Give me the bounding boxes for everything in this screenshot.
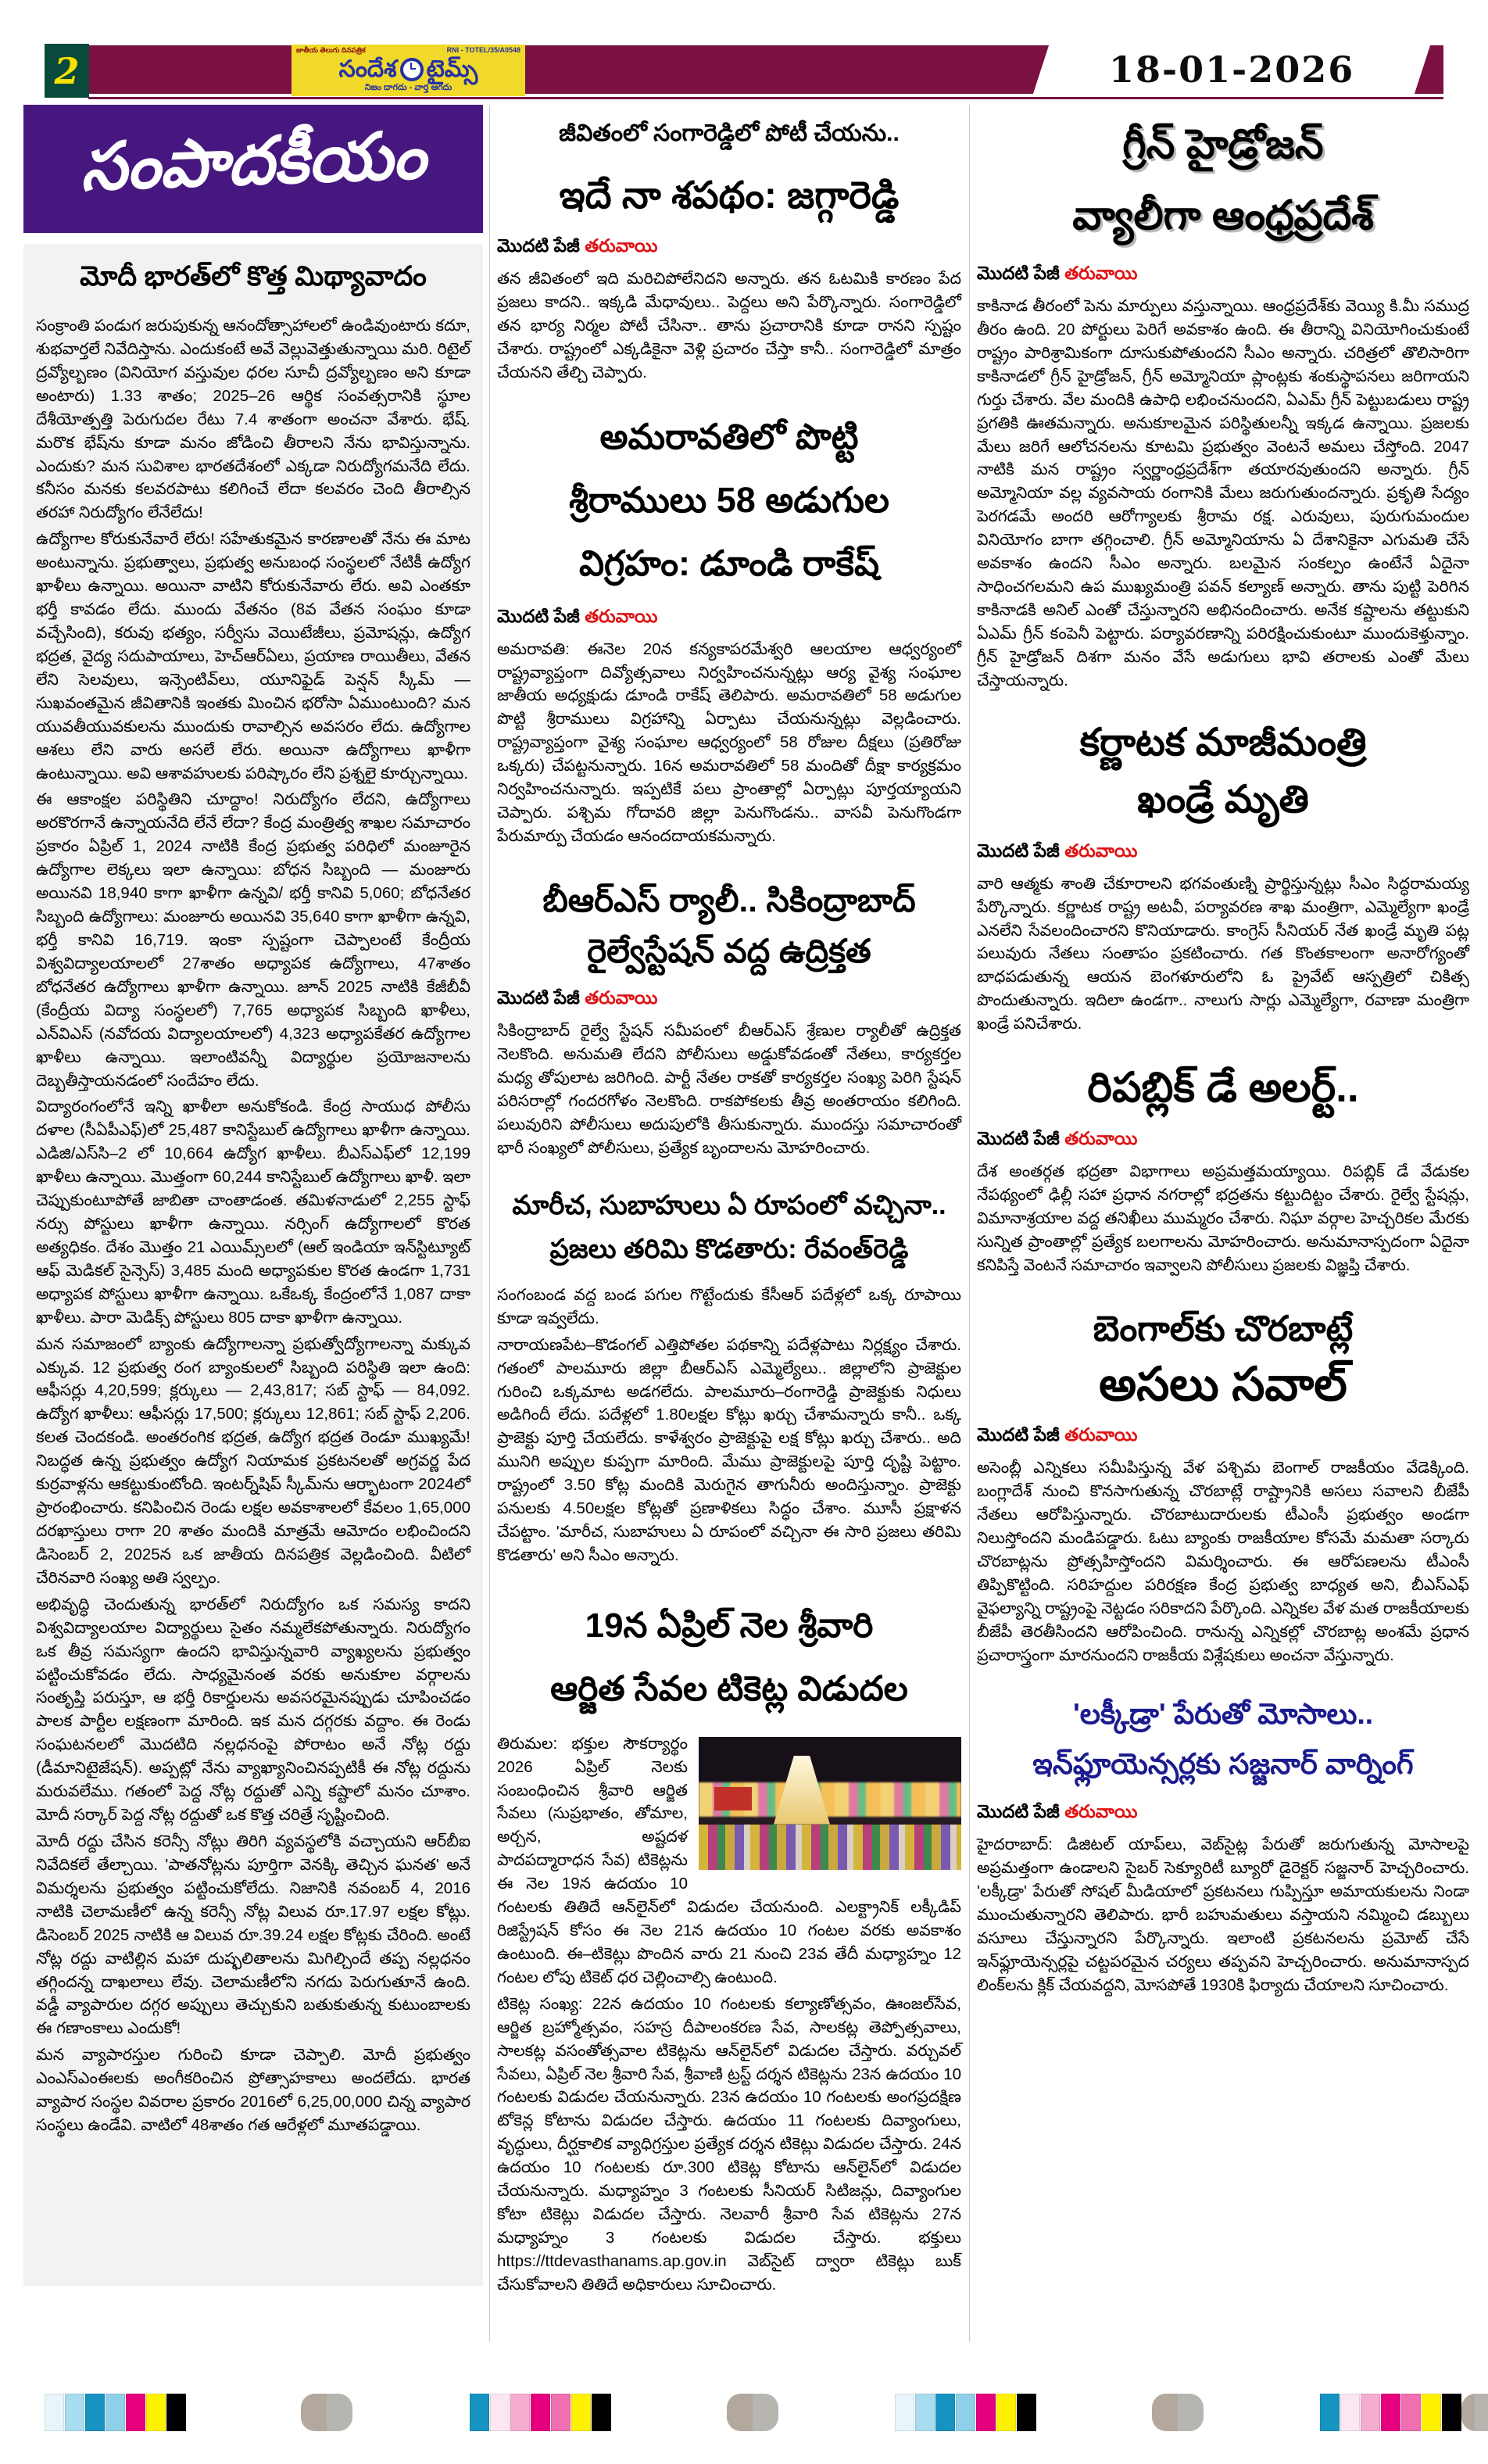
continuation-suffix: తరువాయి <box>585 235 658 256</box>
continuation-prefix: మొదటి పేజీ <box>497 987 580 1008</box>
article-brs-rally <box>497 875 961 1160</box>
body-paragraph: మోదీ రద్దు చేసిన కరెన్సీ నోట్లు తిరిగి వ్యవస్థలోకి వచ్చాయని ఆర్‌బీఐ నివేదికలే తేల్చాయి. 'పాతనోట్లను పూర్తిగా వెనక్కి తెచ్చిన ఘనత' అనే విమర్శలను ప్రభుత్వం పట్టించుకోలేదు. నిజానికి నవంబర్ 4, 2016 నాటికి చెలామణీలో ఉన్న కరెన్సీ నోట్ల విలువ రూ.17.97 లక్షల కోట్లు. డిసెంబర్ 2025 నాటికి ఆ విలువ రూ.39.24 లక్షల కోట్లకు చేరింది. అంటే నోట్ల రద్దు వాటిల్లిన మహా దుష్ఫలితాలను మిగిల్చిందే తప్ప నల్లధనం తగ్గిందన్న దాఖలాలు లేవు. చెలామణీలోని నగదు పెరుగుతూనే ఉంది. వడ్డీ వ్యాపారుల దగ్గర అప్పులు తెచ్చుకుని బతుకుతున్న కుటుంబాలకు ఈ గణాంకాలు ఎందుకో! <box>36 1832 470 2038</box>
headline-line: 'లక్కీడ్రా' పేరుతో మోసాలు.. <box>1072 1697 1374 1730</box>
headline-line: ఇన్‌ఫ్లూయెన్సర్లకు సజ్జనార్ వార్నింగ్ <box>1032 1748 1414 1781</box>
article-headline <box>977 1302 1469 1414</box>
color-swatch <box>106 2394 125 2431</box>
article-kicker: జీవితంలో సంగారెడ్డిలో పోటీ చేయను.. <box>559 120 900 146</box>
article-body <box>497 1284 961 1567</box>
article-body <box>497 638 961 848</box>
red-structure <box>714 1787 752 1810</box>
editorial-label: సంపాదకీయం <box>79 116 427 206</box>
headline-line: గ్రీన్ హైడ్రోజన్ <box>1122 122 1324 167</box>
gray-registration-pill <box>727 2394 778 2431</box>
color-swatch <box>1340 2394 1360 2431</box>
article-headline <box>977 1059 1469 1117</box>
column-rule <box>489 105 490 2342</box>
continuation-prefix: మొదటి పేజీ <box>977 1424 1060 1445</box>
page-number-box <box>45 44 89 98</box>
color-swatch <box>1361 2394 1380 2431</box>
continuation-suffix: తరువాయి <box>1064 1128 1138 1149</box>
article-ttd-tickets <box>497 1594 961 2297</box>
body-paragraph: అసెంబ్లీ ఎన్నికలు సమీపిస్తున్న వేళ పశ్చిమ బెంగాల్ రాజకీయం వేడెక్కింది. బంగ్లాదేశ్ నుంచి కొనసాగుతున్న చొరబాట్లే రాష్ట్రానికి అసలు సవాలని బీజేపీ నేతలు ఆరోపిస్తున్నారు. చొరబాటుదారులకు టీఎంసీ ప్రభుత్వం అండగా నిలుస్తోందని మండిపడ్డారు. ఓటు బ్యాంకు రాజకీయాల కోసమే మమతా సర్కారు చొరబాట్లను ప్రోత్సహిస్తోందని విమర్శించారు. ఈ ఆరోపణలను టీఎంసీ తిప్పికొట్టింది. సరిహద్దుల పరిరక్షణ కేంద్ర ప్రభుత్వ బాధ్యత అని, బీఎస్ఎఫ్ వైఫల్యాన్ని రాష్ట్రంపై నెట్టడం సరికాదని పేర్కొంది. ఎన్నికల వేళ మత రాజకీయాలకు బీజేపీ తెరతీసిందని ఆరోపించింది. రానున్న ఎన్నికల్లో చొరబాట్ల అంశమే ప్రధాన ప్రచారాస్త్రంగా మారనుందని రాజకీయ విశ్లేషకులు అంచనా వేస్తున్నారు. <box>977 1459 1469 1664</box>
body-paragraph: ఉద్యోగాల కోరుకునేవారే లేరు! సహేతుకమైన కారణాలతో నేను ఈ మాట అంటున్నాను. ప్రభుత్వాలు, ప్రభుత్వ అనుబంధ సంస్థలలో నేటికీ ఉద్యోగ ఖాళీలు ఉన్నాయి. అయినా వాటిని కోరుకునేవారు లేరు. అవి ఎంతకూ భర్తీ కావడం లేదు. ముందు వేతనం (8వ వేతన సంఘం కూడా వచ్చేసింది), కరువు భత్యం, సర్వీసు వెయిటేజీలు, ప్రమోషన్లు, ఉద్యోగ భద్రత, వైద్య సదుపాయాలు, హెచ్ఆర్ఏలు, ప్రయాణ రాయితీలు, వేతన లేని సెలవులు, ఇన్సెంటివ్‌లు, యూనిఫైడ్ పెన్షన్ స్కీమ్ — సుఖవంతమైన జీవితానికి ఇంతకు మించిన భరోసా ఏముంటుంది? మన యువతీయువకులను ముందుకు రావాల్సిన అవసరం లేదు. ఉద్యోగాల ఆశలు లేని వారు అసలే లేరు. అయినా ఉద్యోగాలు ఖాళీగా ఉంటున్నాయి. అవి ఆశావహులకు పరిష్కారం లేని ప్రశ్నలై కూర్చున్నాయి. <box>36 530 470 783</box>
color-swatch <box>126 2394 145 2431</box>
headline-line: కర్ణాటక మాజీమంత్రి <box>1079 721 1367 764</box>
body-paragraph: అభివృద్ధి చెందుతున్న భారత్‌లో నిరుద్యోగం ఒక సమస్య కాదని విశ్వవిద్యాలయాల విద్యార్థులు సైతం నమ్మలేకపోతున్నారు. నిరుద్యోగం ఒక తీవ్ర సమస్యగా ఉందని భావిస్తున్నవారి వ్యాఖ్యలను ప్రభుత్వం పట్టించుకోవడం లేదు. సాధ్యమైనంత వరకు అనుకూల వర్గాలను సంతృప్తి పరుస్తూ, ఆ భర్తీ రికార్డులను అవసరమైనప్పుడు చూపించడం పాలక పార్టీల లక్షణంగా మారింది. ఇక మన దగ్గరకు వద్దాం. ఈ రెండు సంఘటనలలో మొదటిది నల్లధనంపై పోరాటం అనే నోట్ల రద్దు (డీమానిటైజేషన్). అప్పట్లో నేను వ్యాఖ్యానించినప్పటికీ ఈ నోట్ల రద్దును మరువలేము. గతంలో పెద్ద నోట్ల రద్దుతో ఎన్ని కష్టాలో మనం చూశాం. మోదీ సర్కార్ పెద్ద నోట్ల రద్దుతో ఒక కొత్త చరిత్రే సృష్టించింది. <box>36 1595 470 1825</box>
color-bar <box>470 2394 611 2431</box>
color-swatch <box>45 2394 64 2431</box>
continuation-marker <box>497 606 961 632</box>
continuation-prefix: మొదటి పేజీ <box>497 235 580 256</box>
masthead <box>292 45 525 96</box>
continuation-suffix: తరువాయి <box>585 605 658 626</box>
color-swatch <box>531 2394 550 2431</box>
headline-line: అసలు సవాల్ <box>1099 1358 1347 1411</box>
color-swatch <box>1442 2394 1461 2431</box>
body-paragraph: టికెట్ల సంఖ్య: 22న ఉదయం 10 గంటలకు కల్యాణోత్సవం, ఊంజల్‌సేవ, ఆర్జిత బ్రహ్మోత్సవం, సహస్ర దీపాలంకరణ సేవ, సాలకట్ల తెప్పోత్సవాలు, సాలకట్ల వసంతోత్సవాల టికెట్లను ఆన్‌లైన్‌లో విడుదల చేస్తారు. వర్చువల్ సేవలు, ఏప్రిల్ నెల శ్రీవారి సేవ, శ్రీవాణి ట్రస్ట్ దర్శన టికెట్లను 23న ఉదయం 10 గంటలకు విడుదల చేయనున్నారు. 23న ఉదయం 10 గంటలకు అంగప్రదక్షిణ టోకెన్ల కోటాను విడుదల చేస్తారు. ఉదయం 11 గంటలకు దివ్యాంగులు, వృద్ధులు, దీర్ఘకాలిక వ్యాధిగ్రస్తుల ప్రత్యేక దర్శన టికెట్లు విడుదల చేస్తారు. 24న ఉదయం 10 గంటలకు రూ.300 టికెట్ల కోటాను ఆన్‌లైన్‌లో విడుదల చేయనున్నారు. మధ్యాహ్నం 3 గంటలకు సీనియర్ సిటిజన్లు, దివ్యాంగుల కోటా టికెట్లు విడుదల చేస్తారు. నెలవారీ శ్రీవారి సేవ టికెట్లను 27న మధ్యాహ్నం 3 గంటలకు విడుదల చేస్తారు. భక్తులు https://ttdevasthanams.ap.gov.in వెబ్‌సైట్ ద్వారా టికెట్లు బుక్ చేసుకోవాలని తితిదే అధికారులు సూచించారు. <box>497 1994 961 2294</box>
body-paragraph: దేశ అంతర్గత భద్రతా విభాగాలు అప్రమత్తమయ్యాయి. రిపబ్లిక్ డే వేడుకల నేపథ్యంలో ఢిల్లీ సహా ప్రధాన నగరాల్లో భద్రతను కట్టుదిట్టం చేశారు. రైల్వే స్టేషన్లు, విమానాశ్రయాల వద్ద తనిఖీలు ముమ్మరం చేశారు. నిఘా వర్గాల హెచ్చరికల మేరకు సున్నిత ప్రాంతాల్లో ప్రత్యేక బలగాలను మోహరించారు. అనుమానాస్పదంగా ఏదైనా కనిపిస్తే వెంటనే సమాచారం ఇవ్వాలని పోలీసులు ప్రజలకు విజ్ఞప్తి చేశారు. <box>977 1162 1469 1274</box>
headline-line: 19న ఏప్రిల్ నెల శ్రీవారి <box>585 1606 874 1645</box>
color-swatch <box>166 2394 186 2431</box>
article-body <box>497 267 961 385</box>
headline-line: రిపబ్లిక్ డే అలర్ట్.. <box>1087 1065 1359 1112</box>
continuation-suffix: తరువాయి <box>1064 263 1138 283</box>
masthead-tagline-bottom: నిజం దాగదు - వార్త ఆగదు <box>364 83 452 92</box>
color-bar <box>895 2394 1036 2431</box>
headline-line: వ్యాలీగా ఆంధ్రప్రదేశ్ <box>1072 193 1374 238</box>
body-paragraph: అమరావతి: ఈనెల 20న కన్యకాపరమేశ్వరి ఆలయాల ఆధ్వర్యంలో రాష్ట్రవ్యాప్తంగా దివ్యోత్సవాలు నిర్వహించనున్నట్లు ఆర్య వైశ్య సంఘాల జాతీయ అధ్యక్షుడు డూండి రాకేష్ తెలిపారు. అమరావతిలో 58 అడుగుల పొట్టి శ్రీరాములు విగ్రహాన్ని ఏర్పాటు చేయనున్నట్లు వెల్లడించారు. రాష్ట్రవ్యాప్తంగా వైశ్య సంఘాల ఆధ్వర్యంలో 58 రోజుల దీక్షలు (ప్రతిరోజు ఒక్కరు) చేపట్టనున్నారు. 16న అమరావతిలో 58 మందితో దీక్షా కార్యక్రమం నిర్వహించనున్నారు. ఇప్పటికే పలు ప్రాంతాల్లో ఏర్పాట్లు పూర్తయ్యాయని చెప్పారు. పశ్చిమ గోదావరి జిల్లా పెనుగొండను.. వాసవీ పెనుగొండగా పేరుమార్పు చేయడం ఆనందదాయకమన్నారు. <box>497 639 961 845</box>
article-headline <box>977 1689 1469 1791</box>
article-headline <box>977 109 1469 252</box>
clock-icon <box>400 58 424 81</box>
article-jaggareddy <box>497 120 961 385</box>
continuation-marker <box>977 840 1469 866</box>
headline-line: ప్రజలు తరిమి కొడతారు: రేవంత్‌రెడ్డి <box>549 1234 909 1264</box>
headline-line: అమరావతిలో పొట్టి <box>599 416 859 457</box>
editorial-body <box>36 314 470 2137</box>
color-swatch <box>915 2394 935 2431</box>
tirumala-temple-photo <box>699 1737 961 1870</box>
article-body <box>497 1732 961 2297</box>
color-swatch <box>935 2394 955 2431</box>
body-paragraph: తన జీవితంలో ఇది మరిచిపోలేనిదని అన్నారు. తన ఓటమికి కారణం పేద ప్రజలు కాదని.. ఇక్కడి మేధావులు.. పెద్దలు అని పేర్కొన్నారు. సంగారెడ్డిలో తన భార్య నిర్మల పోటీ చేసినా.. తాను ప్రచారానికి కూడా రానని స్పష్టం చేశారు. రాష్ట్రంలో ఎక్కడికైనా వెళ్లి ప్రచారం చేస్తా కానీ.. సంగారెడ్డిలో మాత్రం చేయనని తేల్చి చెప్పారు. <box>497 270 961 381</box>
article-republic-day-alert <box>977 1059 1469 1277</box>
gray-registration-pill <box>1461 2394 1488 2431</box>
body-paragraph: మన సమాజంలో బ్యాంకు ఉద్యోగాలన్నా ప్రభుత్వోద్యోగాలన్నా మక్కువ ఎక్కువ. 12 ప్రభుత్వ రంగ బ్యాంకులలో సిబ్బంది పరిస్థితి ఇలా ఉంది: ఆఫీసర్లు 4,20,599; క్లర్కులు — 2,43,817; సబ్ స్టాఫ్ — 84,092. ఉద్యోగ ఖాళీలు: ఆఫీసర్లు 17,500; క్లర్కులు 12,861; సబ్ స్టాఫ్ 2,206. కలత చెందకండి. అంతరంగిక భద్రత, ఉద్యోగ భద్రత రెండూ ముఖ్యమే! నిబద్ధత ఉన్న ప్రభుత్వం ఉద్యోగ నియామక ప్రకటనలతో అగ్రవర్ణ పేద కుర్రవాళ్లను ఆకట్టుకుంటోంది. ఇంటర్న్‌షిప్ స్కీమ్‌ను ఆర్భాటంగా 2024లో ప్రారంభించారు. కనిపించిన రెండు లక్షల అవకాశాలలో కేవలం 1,65,000 దరఖాస్తులు రాగా 20 శాతం మందికి మాత్రమే ఆమోదం లభించిందని డిసెంబర్ 2, 2025న ఒక జాతీయ దినపత్రిక వెల్లడించింది. వీటిలో చేరినవారి సంఖ్య అతి స్వల్పం. <box>36 1334 470 1587</box>
color-swatch <box>65 2394 84 2431</box>
continuation-prefix: మొదటి పేజీ <box>977 840 1060 861</box>
header-rule <box>88 97 1443 99</box>
editorial-headline: మోదీ భారత్‌లో కొత్త మిథ్యావాదం <box>80 261 427 292</box>
body-paragraph: ఈ ఆకాంక్షల పరిస్థితిని చూద్దాం! నిరుద్యోగం లేదని, ఉద్యోగాలు అరకొరగానే ఉన్నాయనేది లేనే లేదా? కేంద్ర మంత్రిత్వ శాఖల సమాచారం ప్రకారం ఏప్రిల్ 1, 2024 నాటికి కేంద్ర ప్రభుత్వ పరిధిలో మంజూరైన ఉద్యోగాల లెక్కలు ఇలా ఉన్నాయి: బోధన సిబ్బంది — మంజూరు అయినవి 18,940 కాగా ఖాళీగా ఉన్నవి/ భర్తీ కానివి 5,060; బోధనేతర సిబ్బంది ఉద్యోగాలు: మంజూరు అయినవి 35,640 కాగా ఖాళీగా ఉన్నవి, భర్తీ కానివి 16,719. ఇంకా స్పష్టంగా చెప్పాలంటే కేంద్రీయ విశ్వవిద్యాలయాలలో 27శాతం అధ్యాపక ఉద్యోగాలు, 47శాతం బోధనేతర ఉద్యోగాలు ఖాళీగా ఉన్నాయి. జూన్ 2025 నాటికి కేజీబీవీ (కేంద్రీయ విద్యా సంస్థలలో) 7,765 అధ్యాపక సిబ్బంది ఖాళీలు, ఎన్‌విఎస్ (నవోదయ విద్యాలయాలలో) 4,323 అధ్యాపకేతర ఉద్యోగాల ఖాళీలు ఉన్నాయి. ఇలాంటివన్నీ విద్యార్థుల ప్రయోజనాలను దెబ్బతీస్తాయనడంలో సందేహం లేదు. <box>36 790 470 1090</box>
color-swatch <box>551 2394 571 2431</box>
body-paragraph: తిరుమల: భక్తుల సౌకర్యార్థం 2026 ఏప్రిల్ నెలకు సంబంధించిన శ్రీవారి ఆర్జిత సేవలు (సుప్రభాతం, తోమాల, అర్చన, అష్టదళ పాదపద్మారాధన సేవ) టికెట్లను ఈ నెల 19న ఉదయం 10 గంటలకు తితిదే ఆన్‌లైన్‌లో విడుదల చేయనుంది. ఎలక్ట్రానిక్ లక్కీడిప్ రిజిస్ట్రేషన్ కోసం ఈ నెల 21న ఉదయం 10 గంటల వరకు అవకాశం ఉంటుంది. ఈ–టికెట్లు పొందిన వారు 21 నుంచి 23వ తేదీ మధ్యాహ్నం 12 గంటల లోపు టికెట్ ధర చెల్లించాల్సి ఉంటుంది. <box>497 1734 961 1986</box>
color-swatch <box>490 2394 510 2431</box>
editorial-column <box>23 105 483 2286</box>
article-headline <box>977 714 1469 829</box>
continuation-marker <box>497 987 961 1013</box>
color-swatch <box>996 2394 1016 2431</box>
masthead-rni: RNI - TOTEL/35/A0548 <box>446 46 520 54</box>
continuation-prefix: మొదటి పేజీ <box>977 1801 1060 1822</box>
article-body <box>977 1456 1469 1667</box>
color-swatch <box>956 2394 975 2431</box>
page-number: 2 <box>54 49 80 92</box>
continuation-suffix: తరువాయి <box>585 987 658 1008</box>
masthead-tagline-top: జాతీయ తెలుగు దినపత్రిక <box>296 46 366 54</box>
color-swatch <box>470 2394 489 2431</box>
color-swatch <box>1320 2394 1340 2431</box>
continuation-marker <box>977 1128 1469 1154</box>
masthead-title-left: సందేశ <box>338 56 397 82</box>
headline-line: రైల్వేస్టేషన్ వద్ద ఉద్రిక్తత <box>587 933 871 969</box>
article-luckydraw-warning <box>977 1689 1469 1997</box>
middle-column <box>497 109 961 2300</box>
headline-line: ఆర్జిత సేవల టికెట్ల విడుదల <box>550 1670 908 1709</box>
color-swatch <box>592 2394 611 2431</box>
article-bengal-infiltration <box>977 1302 1469 1667</box>
headline-line: విగ్రహం: డూండి రాకేష్ <box>578 543 880 583</box>
article-headline <box>497 875 961 976</box>
color-swatch <box>146 2394 166 2431</box>
body-paragraph: సంగంబండ వద్ద బండ పగుల గొట్టేందుకు కేసీఆర్ పదేళ్లలో ఒక్క రూపాయి కూడా ఇవ్వలేదు. <box>497 1285 961 1327</box>
color-swatch <box>85 2394 105 2431</box>
editorial-panel <box>23 244 483 2286</box>
color-swatch <box>976 2394 996 2431</box>
continuation-marker <box>497 235 961 261</box>
article-green-hydrogen <box>977 109 1469 693</box>
article-headline <box>497 1184 961 1271</box>
article-amaravati-statue <box>497 405 961 848</box>
headline-line: శ్రీరాములు 58 అడుగుల <box>569 479 889 520</box>
printer-registration-marks <box>0 2394 1488 2433</box>
continuation-prefix: మొదటి పేజీ <box>497 605 580 626</box>
continuation-prefix: మొదటి పేజీ <box>977 1128 1060 1149</box>
body-paragraph: విద్యారంగంలోనే ఇన్ని ఖాళీలా అనుకోకండి. కేంద్ర సాయుధ పోలీసు దళాల (సీఏపీఎఫ్)లో 25,487 కానిస్టేబుల్ ఉద్యోగాలు ఖాళీగా ఉన్నాయి. ఎడిజి/ఎస్‌సి–2 లో 10,664 ఉద్యోగ ఖాళీలు. బీఎస్ఎఫ్‌లో 12,199 ఖాళీలు ఉన్నాయి. మొత్తంగా 60,244 కానిస్టేబుల్ ఉద్యోగాలు ఖాళీ. ఇలా చెప్పుకుంటూపోతే జాబితా చాంతాడంత. తమిళనాడులో 2,255 స్టాఫ్ నర్సు పోస్టులు ఖాళీగా ఉన్నాయి. నర్సింగ్ ఉద్యోగాలలో కొరత అత్యధికం. దేశం మొత్తం 21 ఎయిమ్స్‌లలో (ఆల్ ఇండియా ఇన్‌స్టిట్యూట్ ఆఫ్ మెడికల్ సైన్సెస్) 3,485 మంది అధ్యాపకుల కొరత ఉండగా 1,731 అధ్యాపక పోస్టులు ఖాళీగా ఉన్నాయి. ఒకేఒక్క కేంద్రంలోనే 1,087 దాకా ఖాళీలు. పారా మెడిక్స్ పోస్టులు 805 దాకా ఖాళీగా ఉన్నాయి. <box>36 1098 470 1327</box>
color-swatch <box>571 2394 591 2431</box>
color-bar <box>45 2394 186 2431</box>
body-paragraph: హైదరాబాద్: డిజిటల్ యాప్‌లు, వెబ్‌సైట్ల పేరుతో జరుగుతున్న మోసాలపై అప్రమత్తంగా ఉండాలని సైబర్ సెక్యూరిటీ బ్యూరో డైరెక్టర్ సజ్జనార్ హెచ్చరించారు. 'లక్కీడ్రా' పేరుతో సోషల్ మీడియాలో ప్రకటనలు గుప్పిస్తూ అమాయకులను నిండా ముంచుతున్నారని తెలిపారు. భారీ బహుమతులు వస్తాయని నమ్మించి డబ్బులు వసూలు చేస్తున్నారని పేర్కొన్నారు. ఇలాంటి ప్రకటనలను ప్రమోట్ చేసే ఇన్‌ఫ్లూయెన్సర్లపై చట్టపరమైన చర్యలు తప్పవని హెచ్చరించారు. అనుమానాస్పద లింక్‌లను క్లిక్ చేయవద్దని, మోసపోతే 1930కి ఫిర్యాదు చేయాలని సూచించారు. <box>977 1835 1469 1994</box>
article-headline <box>497 1594 961 1721</box>
color-swatch <box>895 2394 914 2431</box>
color-swatch <box>1401 2394 1421 2431</box>
gray-registration-pill <box>301 2394 352 2431</box>
article-body <box>977 1833 1469 1997</box>
masthead-title <box>296 58 520 81</box>
article-body <box>497 1019 961 1160</box>
right-column <box>977 109 1469 2000</box>
gray-registration-pill <box>1152 2394 1204 2431</box>
date-box <box>1033 45 1430 94</box>
article-body <box>977 1160 1469 1277</box>
article-khandre-death <box>977 714 1469 1036</box>
color-swatch <box>1422 2394 1441 2431</box>
article-body <box>977 872 1469 1036</box>
article-headline: ఇదే నా శపథం: జగ్గారెడ్డి <box>559 175 900 217</box>
decorated-wall <box>699 1825 961 1870</box>
body-paragraph: సికింద్రాబాద్ రైల్వే స్టేషన్ సమీపంలో బీఆర్ఎస్ శ్రేణుల ర్యాలీతో ఉద్రిక్తత నెలకొంది. అనుమతి లేదని పోలీసులు అడ్డుకోవడంతో నేతలు, కార్యకర్తల మధ్య తోపులాట జరిగింది. పార్టీ నేతల రాకతో కార్యకర్తల సంఖ్య పెరిగి స్టేషన్ పరిసరాల్లో గందరగోళం నెలకొంది. రాకపోకలకు తీవ్ర అంతరాయం కలిగింది. పలువురిని పోలీసులు అదుపులోకి తీసుకున్నారు. ముందస్తు సమాచారంతో భారీ సంఖ్యలో పోలీసులు, ప్రత్యేక బృందాలను మోహరించారు. <box>497 1022 961 1157</box>
color-swatch <box>1017 2394 1036 2431</box>
masthead-title-right: టైమ్స్ <box>426 56 478 82</box>
continuation-marker <box>977 263 1469 288</box>
body-paragraph: కాకినాడ తీరంలో పెను మార్పులు వస్తున్నాయి. ఆంధ్రప్రదేశ్‌కు వెయ్యి కి.మీ సముద్ర తీరం ఉంది. 20 పోర్టులు పెరిగే అవకాశం ఉంది. ఈ తీరాన్ని వినియోగించుకుంటే రాష్ట్రం పారిశ్రామికంగా దూసుకుపోతుందని సీఎం అన్నారు. చరిత్రలో తొలిసారిగా కాకినాడలో గ్రీన్ హైడ్రోజన్, గ్రీన్ అమ్మోనియా ప్లాంట్లకు శంకుస్థాపనలు జరిగాయని గుర్తు చేశారు. వేల మందికి ఉపాధి లభించనుందని, ఏఎమ్ గ్రీన్ పెట్టుబడులు రాష్ట్ర ప్రగతికి ఊతమన్నారు. అనుకూలమైన పరిస్థితులన్నీ ఇక్కడ ఉన్నాయి. ప్రజలకు మేలు జరిగే ఆలోచనలను కూటమి ప్రభుత్వం వెంటనే అమలు చేస్తోంది. 2047 నాటికి మన రాష్ట్రం స్వర్ణాంధ్రప్రదేశ్‌గా తయారవుతుందని అన్నారు. గ్రీన్ అమ్మోనియా వల్ల వ్యవసాయ రంగానికి మేలు జరుగుతుందన్నారు. ప్రకృతి సేద్యం పెరగడమే అందరి ఆరోగ్యాలకు శ్రీరామ రక్ష. ఎరువులు, పురుగుమందుల వినియోగం బాగా తగ్గించాలి. గ్రీన్ అమ్మోనియాను ఏ దేశానికైనా ఎగుమతి చేసే అవకాశం ఉందని సీఎం అన్నారు. బలమైన సంకల్పం ఉంటేనే ఏదైనా సాధించగలమని ఉప ముఖ్యమంత్రి పవన్ కల్యాణ్ అన్నారు. తాను పుట్టి పెరిగిన కాకినాడకి అనిల్ ఎంతో చేస్తున్నారని అభినందించారు. అనేక కష్టాలను తట్టుకుని ఏఎమ్ గ్రీన్ కంపెనీ పెట్టారు. పర్యావరణాన్ని పరిరక్షించుకుంటూ ముందుకెళ్తున్నాం. గ్రీన్ హైడ్రోజన్ దిశగా మనం వేసే అడుగులు భావి తరాలకు ఎంతో మేలు చేస్తాయన్నారు. <box>977 297 1469 689</box>
body-paragraph: వారి ఆత్మకు శాంతి చేకూరాలని భగవంతుణ్ని ప్రార్థిస్తున్నట్లు సీఎం సిద్ధరామయ్య పేర్కొన్నారు. కర్ణాటక రాష్ట్ర అటవీ, పర్యావరణ శాఖ మంత్రిగా, ఎమ్మెల్యేగా ఖండ్రే ఎనలేని సేవలందించారని కొనియాడారు. కాంగ్రెస్ సీనియర్ నేత ఖండ్రే మృతి పట్ల పలువురు నేతలు సంతాపం ప్రకటించారు. గత కొంతకాలంగా అనారోగ్యంతో బాధపడుతున్న ఆయన బెంగళూరులోని ఓ ప్రైవేట్ ఆస్పత్రిలో చికిత్స పొందుతున్నారు. ఇదిలా ఉండగా.. నాలుగు సార్లు ఎమ్మెల్యేగా, రవాణా మంత్రిగా ఖండ్రే పనిచేశారు. <box>977 874 1469 1033</box>
color-swatch <box>510 2394 530 2431</box>
body-paragraph: మన వ్యాపారస్తుల గురించి కూడా చెప్పాలి. మోదీ ప్రభుత్వం ఎంఎస్ఎంఈలకు అంగీకరించిన ప్రోత్సాహకాలు అందలేదు. భారత వ్యాపార సంస్థల వివరాల ప్రకారం 2016లో 6,25,00,000 చిన్న వ్యాపార సంస్థలు ఉండేవి. వాటిలో 48శాతం గత ఆరేళ్లలో మూతపడ్డాయి. <box>36 2046 470 2135</box>
body-paragraph: నారాయణపేట–కొడంగల్ ఎత్తిపోతల పథకాన్ని పదేళ్లపాటు నిర్లక్ష్యం చేశారు. గతంలో పాలమూరు జిల్లా బీఆర్ఎస్ ఎమ్మెల్యేలు.. జిల్లాలోని ప్రాజెక్టుల గురించి ఒక్కమాట అడగలేదు. పాలమూరు–రంగారెడ్డి ప్రాజెక్టుకు నిధులు అడిగిందీ లేదు. పదేళ్లలో 1.80లక్షల కోట్లు ఖర్చు చేశామన్నారు కానీ.. ఒక్క ప్రాజెక్టు పూర్తి చేయలేదు. కాళేశ్వరం ప్రాజెక్టుపై లక్ష కోట్లు ఖర్చు చేశారు.. అది మునిగి అప్పుల కుప్పగా మారింది. మేము ప్రాజెక్టులపై పూర్తి దృష్టి పెట్టాం. రాష్ట్రంలో 3.50 కోట్ల మందికి మెరుగైన తాగునీరు అందిస్తున్నాం. ప్రాజెక్టు పనులకు 4.50లక్షల కోట్లతో ప్రణాళికలు సిద్ధం చేశాం. మూసీ ప్రక్షాళన చేపట్టాం. 'మారీచ, సుబాహులు ఏ రూపంలో వచ్చినా ఈ సారి ప్రజలు తరిమి కొడతారు' అని సీఎం అన్నారు. <box>497 1335 961 1564</box>
headline-line: ఖండ్రే మృతి <box>1137 779 1309 822</box>
article-revanth-reddy <box>497 1184 961 1567</box>
headline-line: బీఆర్‌ఎస్ ర్యాలీ.. సికింద్రాబాద్ <box>542 881 916 919</box>
continuation-prefix: మొదటి పేజీ <box>977 263 1060 283</box>
article-body <box>977 295 1469 693</box>
headline-line: మారీచ, సుబాహులు ఏ రూపంలో వచ్చినా.. <box>512 1190 946 1220</box>
continuation-suffix: తరువాయి <box>1064 840 1138 861</box>
color-swatch <box>1381 2394 1400 2431</box>
continuation-suffix: తరువాయి <box>1064 1801 1138 1822</box>
continuation-marker <box>977 1801 1469 1827</box>
continuation-suffix: తరువాయి <box>1064 1424 1138 1445</box>
color-bar <box>1320 2394 1461 2431</box>
body-paragraph: సంక్రాంతి పండుగ జరుపుకున్న ఆనందోత్సాహాలలో ఉండివుంటారు కదూ, శుభవార్తలే నివేదిస్తాను. ఎందుకంటే అవే వెల్లువెత్తుతున్నాయి మరి. రిటైల్ ద్రవ్యోల్బణం (వినియోగ వస్తువుల ధరల సూచీ ద్రవ్యోల్బణం అని కూడా అంటారు) 1.33 శాతం; 2025–26 ఆర్థిక సంవత్సరానికి స్థూల దేశీయోత్పత్తి పెరుగుదల రేటు 7.4 శాతంగా అంచనా వేశారు. భేష్. మరొక భేష్‌ను కూడా మనం జోడించి తీరాలని నేను భావిస్తున్నాను. ఎందుకు? మన సువిశాల భారతదేశంలో ఎక్కడా నిరుద్యోగమనేది లేదు. కనీసం మనకు కలవరపాటు కలిగించే లేదా కలవరం చెంది తీరాల్సిన తరహా నిరుద్యోగం లేనేలేదు! <box>36 317 470 522</box>
headline-line: బెంగాల్‌కు చొరబాట్లే <box>1093 1308 1354 1348</box>
continuation-marker <box>977 1424 1469 1450</box>
article-headline <box>497 405 961 595</box>
date-text: 18-01-2026 <box>1108 48 1355 91</box>
editorial-badge <box>23 105 483 233</box>
column-rule <box>969 105 970 2342</box>
